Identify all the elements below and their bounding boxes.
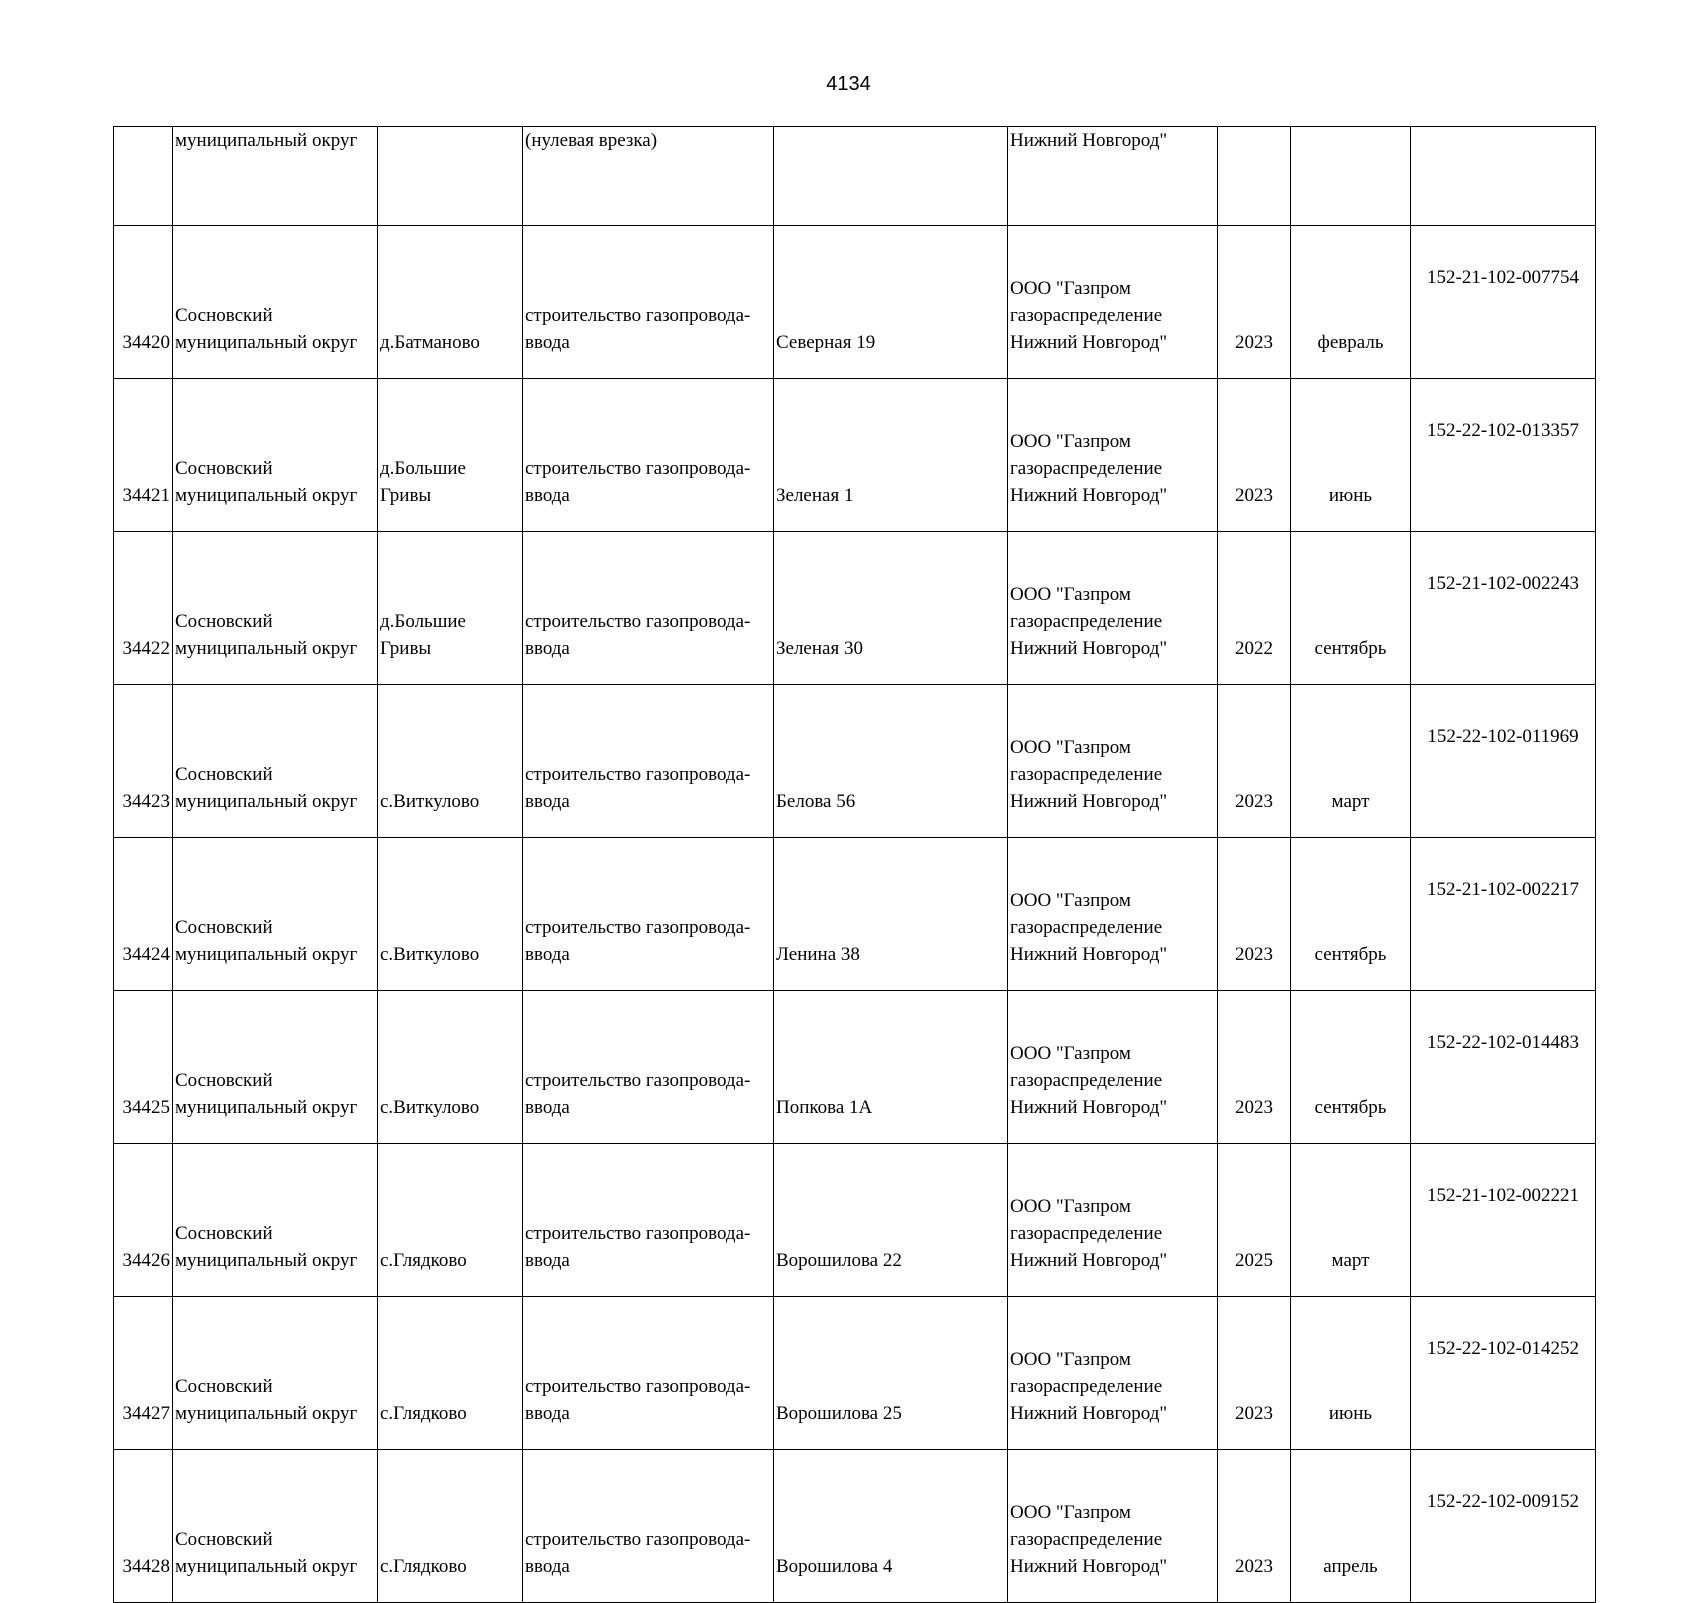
work-line-2: ввода <box>525 638 570 659</box>
month-text: сентябрь <box>1314 638 1387 659</box>
year-text: 2023 <box>1235 485 1273 506</box>
address-text: Ворошилова 4 <box>776 1556 893 1577</box>
cell-work <box>523 991 774 1144</box>
cell-place <box>378 379 523 532</box>
district-line-1: Сосновский <box>175 305 273 326</box>
table-row <box>114 1297 1596 1450</box>
place-line-2: с.Глядково <box>380 1250 467 1271</box>
executor-line-3: Нижний Новгород" <box>1010 638 1168 659</box>
place-line-2: Гривы <box>380 638 432 659</box>
cell-code <box>1411 838 1596 991</box>
district-line-1: Сосновский <box>175 458 273 479</box>
executor-line-1: ООО "Газпром <box>1010 1349 1131 1370</box>
cell-executor <box>1008 1450 1218 1603</box>
executor-line-3: Нижний Новгород" <box>1010 1097 1168 1118</box>
place-line-1 <box>380 1220 520 1247</box>
cell-district <box>173 379 378 532</box>
cell-code <box>1411 1297 1596 1450</box>
work-line-2: ввода <box>525 485 570 506</box>
registry-table <box>113 126 1596 1603</box>
row-number: 34423 <box>122 791 170 812</box>
cell-year <box>1218 1450 1291 1603</box>
executor-line-1: ООО "Газпром <box>1010 1502 1131 1523</box>
executor-line-3: Нижний Новгород" <box>1010 791 1168 812</box>
executor-line-2: газораспределение <box>1010 305 1163 326</box>
cell-month <box>1291 991 1411 1144</box>
address-text: Белова 56 <box>776 791 856 812</box>
district-line-2: муниципальный округ <box>175 791 358 812</box>
cell-executor <box>1008 226 1218 379</box>
cell-month <box>1291 1144 1411 1297</box>
year-text: 2023 <box>1235 791 1273 812</box>
place-line-1 <box>380 1526 520 1553</box>
executor-line-3: Нижний Новгород" <box>1010 332 1168 353</box>
cell-num <box>114 838 173 991</box>
cell-code <box>1411 127 1596 226</box>
work-line-1: строительство газопровода- <box>525 305 751 326</box>
cell-place <box>378 685 523 838</box>
cell-code <box>1411 532 1596 685</box>
address-text: Ворошилова 25 <box>776 1403 902 1424</box>
district-line-2: муниципальный округ <box>175 1403 358 1424</box>
cell-executor <box>1008 379 1218 532</box>
work-line-1: строительство газопровода- <box>525 1376 751 1397</box>
executor-line-1: ООО "Газпром <box>1010 278 1131 299</box>
executor-line-3: Нижний Новгород" <box>1010 1556 1168 1577</box>
table-row <box>114 1450 1596 1603</box>
executor-line-2: газораспределение <box>1010 1376 1163 1397</box>
place-line-2: с.Виткулово <box>380 944 480 965</box>
work-line-1: строительство газопровода- <box>525 1529 751 1550</box>
cell-executor <box>1008 532 1218 685</box>
executor-line-1: ООО "Газпром <box>1010 890 1131 911</box>
executor-line-1: ООО "Газпром <box>1010 1196 1131 1217</box>
row-number: 34425 <box>122 1097 170 1118</box>
address-text: Северная 19 <box>776 332 876 353</box>
cell-address <box>774 127 1008 226</box>
executor-line-1: ООО "Газпром <box>1010 737 1131 758</box>
code-text: 152-21-102-007754 <box>1427 266 1579 288</box>
cell-code <box>1411 226 1596 379</box>
executor-line-3: Нижний Новгород" <box>1010 944 1168 965</box>
work-line-2: ввода <box>525 791 570 812</box>
cell-num <box>114 532 173 685</box>
cell-address <box>774 532 1008 685</box>
cell-place <box>378 1450 523 1603</box>
cell-work <box>523 379 774 532</box>
executor-line-1: ООО "Газпром <box>1010 1043 1131 1064</box>
address-text: Ленина 38 <box>776 944 860 965</box>
cell-month <box>1291 1450 1411 1603</box>
code-text: 152-21-102-002217 <box>1427 878 1579 900</box>
cell-work <box>523 1450 774 1603</box>
place-line-2: д.Батманово <box>380 332 480 353</box>
row-number: 34420 <box>122 332 170 353</box>
cell-address <box>774 1144 1008 1297</box>
year-text: 2023 <box>1235 1556 1273 1577</box>
work-line-2: ввода <box>525 1097 570 1118</box>
cell-num <box>114 685 173 838</box>
table-row <box>114 838 1596 991</box>
executor-line-2: газораспределение <box>1010 458 1163 479</box>
cell-district <box>173 1450 378 1603</box>
cell-work <box>523 1297 774 1450</box>
district-line-2: муниципальный округ <box>175 332 358 353</box>
work-line-1: строительство газопровода- <box>525 611 751 632</box>
cell-district: муниципальный округ <box>173 127 378 226</box>
code-text: 152-22-102-013357 <box>1427 419 1579 441</box>
month-text: июнь <box>1328 1403 1373 1424</box>
cell-month <box>1291 127 1411 226</box>
executor-line-2: газораспределение <box>1010 764 1163 785</box>
cell-num <box>114 991 173 1144</box>
cell-month <box>1291 532 1411 685</box>
cell-address <box>774 226 1008 379</box>
month-text: апрель <box>1323 1556 1378 1577</box>
cell-district <box>173 1144 378 1297</box>
cell-year <box>1218 1144 1291 1297</box>
cell-executor <box>1008 1297 1218 1450</box>
place-line-1: д.Большие <box>380 458 466 479</box>
place-line-1: д.Большие <box>380 611 466 632</box>
cell-district <box>173 532 378 685</box>
cell-place <box>378 991 523 1144</box>
code-text: 152-21-102-002243 <box>1427 572 1579 594</box>
work-line-1: строительство газопровода- <box>525 1223 751 1244</box>
cell-work: (нулевая врезка) <box>523 127 774 226</box>
row-number: 34424 <box>122 944 170 965</box>
district-line-1: Сосновский <box>175 1070 273 1091</box>
page-number: 4134 <box>826 73 871 95</box>
cell-num <box>114 1450 173 1603</box>
work-line-1: строительство газопровода- <box>525 458 751 479</box>
work-line-2: ввода <box>525 1556 570 1577</box>
district-line-1: Сосновский <box>175 917 273 938</box>
cell-address <box>774 379 1008 532</box>
cell-executor <box>1008 991 1218 1144</box>
place-line-1 <box>380 1067 520 1094</box>
cell-work <box>523 685 774 838</box>
cell-month <box>1291 685 1411 838</box>
executor-line-2: газораспределение <box>1010 1223 1163 1244</box>
code-text: 152-22-102-014483 <box>1427 1031 1579 1053</box>
cell-month <box>1291 838 1411 991</box>
work-line-2: ввода <box>525 944 570 965</box>
code-text: 152-22-102-011969 <box>1427 725 1579 747</box>
address-text: Ворошилова 22 <box>776 1250 902 1271</box>
table-row <box>114 991 1596 1144</box>
cell-year <box>1218 1297 1291 1450</box>
cell-executor: Нижний Новгород" <box>1008 127 1218 226</box>
district-line-1: Сосновский <box>175 1376 273 1397</box>
cell-address <box>774 1450 1008 1603</box>
executor-line-3: Нижний Новгород" <box>1010 485 1168 506</box>
cell-place <box>378 1144 523 1297</box>
address-text: Зеленая 30 <box>776 638 863 659</box>
work-line-2: ввода <box>525 1250 570 1271</box>
district-line-1: Сосновский <box>175 1223 273 1244</box>
place-line-2: с.Виткулово <box>380 791 480 812</box>
place-line-2: Гривы <box>380 485 432 506</box>
cell-num <box>114 226 173 379</box>
work-line-1: строительство газопровода- <box>525 1070 751 1091</box>
place-line-1 <box>380 1373 520 1400</box>
address-text: Попкова 1А <box>776 1097 873 1118</box>
cell-month <box>1291 226 1411 379</box>
executor-line-2: газораспределение <box>1010 611 1163 632</box>
executor-line-1: ООО "Газпром <box>1010 584 1131 605</box>
year-text: 2023 <box>1235 1097 1273 1118</box>
cell-executor <box>1008 838 1218 991</box>
cell-address <box>774 1297 1008 1450</box>
executor-line-3: Нижний Новгород" <box>1010 1250 1168 1271</box>
cell-num <box>114 379 173 532</box>
month-text: сентябрь <box>1314 944 1387 965</box>
cell-work <box>523 1144 774 1297</box>
district-line-2: муниципальный округ <box>175 1556 358 1577</box>
cell-code <box>1411 685 1596 838</box>
code-text: 152-22-102-009152 <box>1427 1490 1579 1512</box>
code-text: 152-22-102-014252 <box>1427 1337 1579 1359</box>
table-row <box>114 532 1596 685</box>
district-line-1: Сосновский <box>175 1529 273 1550</box>
executor-line-2: газораспределение <box>1010 917 1163 938</box>
district-line-2: муниципальный округ <box>175 485 358 506</box>
row-number: 34422 <box>122 638 170 659</box>
row-number: 34428 <box>122 1556 170 1577</box>
continuation-row <box>114 127 1596 226</box>
work-line-1: строительство газопровода- <box>525 917 751 938</box>
work-line-1: строительство газопровода- <box>525 764 751 785</box>
cell-code <box>1411 1144 1596 1297</box>
cell-district <box>173 838 378 991</box>
month-text: март <box>1331 1250 1370 1271</box>
executor-line-3: Нижний Новгород" <box>1010 1403 1168 1424</box>
cell-year <box>1218 127 1291 226</box>
row-number: 34426 <box>122 1250 170 1271</box>
cell-year <box>1218 532 1291 685</box>
district-line-2: муниципальный округ <box>175 638 358 659</box>
executor-line-1: ООО "Газпром <box>1010 431 1131 452</box>
cell-district <box>173 1297 378 1450</box>
cell-code <box>1411 1450 1596 1603</box>
work-line-2: ввода <box>525 332 570 353</box>
cell-district <box>173 991 378 1144</box>
district-line-2: муниципальный округ <box>175 1250 358 1271</box>
address-text: Зеленая 1 <box>776 485 854 506</box>
cell-work <box>523 532 774 685</box>
district-line-1: Сосновский <box>175 764 273 785</box>
cell-place <box>378 838 523 991</box>
cell-address <box>774 991 1008 1144</box>
code-text: 152-21-102-002221 <box>1427 1184 1579 1206</box>
cell-place <box>378 226 523 379</box>
cell-year <box>1218 991 1291 1144</box>
row-number: 34427 <box>122 1403 170 1424</box>
table-row <box>114 379 1596 532</box>
month-text: июнь <box>1328 485 1373 506</box>
cell-district <box>173 685 378 838</box>
place-line-1 <box>380 761 520 788</box>
year-text: 2025 <box>1235 1250 1273 1271</box>
district-line-1: Сосновский <box>175 611 273 632</box>
cell-work <box>523 838 774 991</box>
place-line-1 <box>380 302 520 329</box>
month-text: февраль <box>1317 332 1384 353</box>
executor-line-2: газораспределение <box>1010 1529 1163 1550</box>
cell-year <box>1218 838 1291 991</box>
cell-place <box>378 532 523 685</box>
cell-year <box>1218 226 1291 379</box>
cell-year <box>1218 685 1291 838</box>
table-body <box>114 127 1596 1603</box>
table-row <box>114 685 1596 838</box>
work-line-2: ввода <box>525 1403 570 1424</box>
cell-work <box>523 226 774 379</box>
cell-num <box>114 1297 173 1450</box>
executor-line-2: газораспределение <box>1010 1070 1163 1091</box>
place-line-2: с.Глядково <box>380 1556 467 1577</box>
cell-executor <box>1008 685 1218 838</box>
place-line-2: с.Глядково <box>380 1403 467 1424</box>
cell-place <box>378 1297 523 1450</box>
year-text: 2023 <box>1235 944 1273 965</box>
cell-code <box>1411 379 1596 532</box>
cell-district <box>173 226 378 379</box>
district-line-2: муниципальный округ <box>175 944 358 965</box>
cell-address <box>774 685 1008 838</box>
month-text: сентябрь <box>1314 1097 1387 1118</box>
cell-month <box>1291 379 1411 532</box>
cell-month <box>1291 1297 1411 1450</box>
year-text: 2023 <box>1235 1403 1273 1424</box>
cell-address <box>774 838 1008 991</box>
month-text: март <box>1331 791 1370 812</box>
cell-num <box>114 127 173 226</box>
district-line-2: муниципальный округ <box>175 1097 358 1118</box>
row-number: 34421 <box>122 485 170 506</box>
table-row <box>114 226 1596 379</box>
year-text: 2022 <box>1235 638 1273 659</box>
cell-year <box>1218 379 1291 532</box>
cell-num <box>114 1144 173 1297</box>
cell-executor <box>1008 1144 1218 1297</box>
cell-place <box>378 127 523 226</box>
year-text: 2023 <box>1235 332 1273 353</box>
place-line-1 <box>380 914 520 941</box>
place-line-2: с.Виткулово <box>380 1097 480 1118</box>
table-row <box>114 1144 1596 1297</box>
cell-code <box>1411 991 1596 1144</box>
